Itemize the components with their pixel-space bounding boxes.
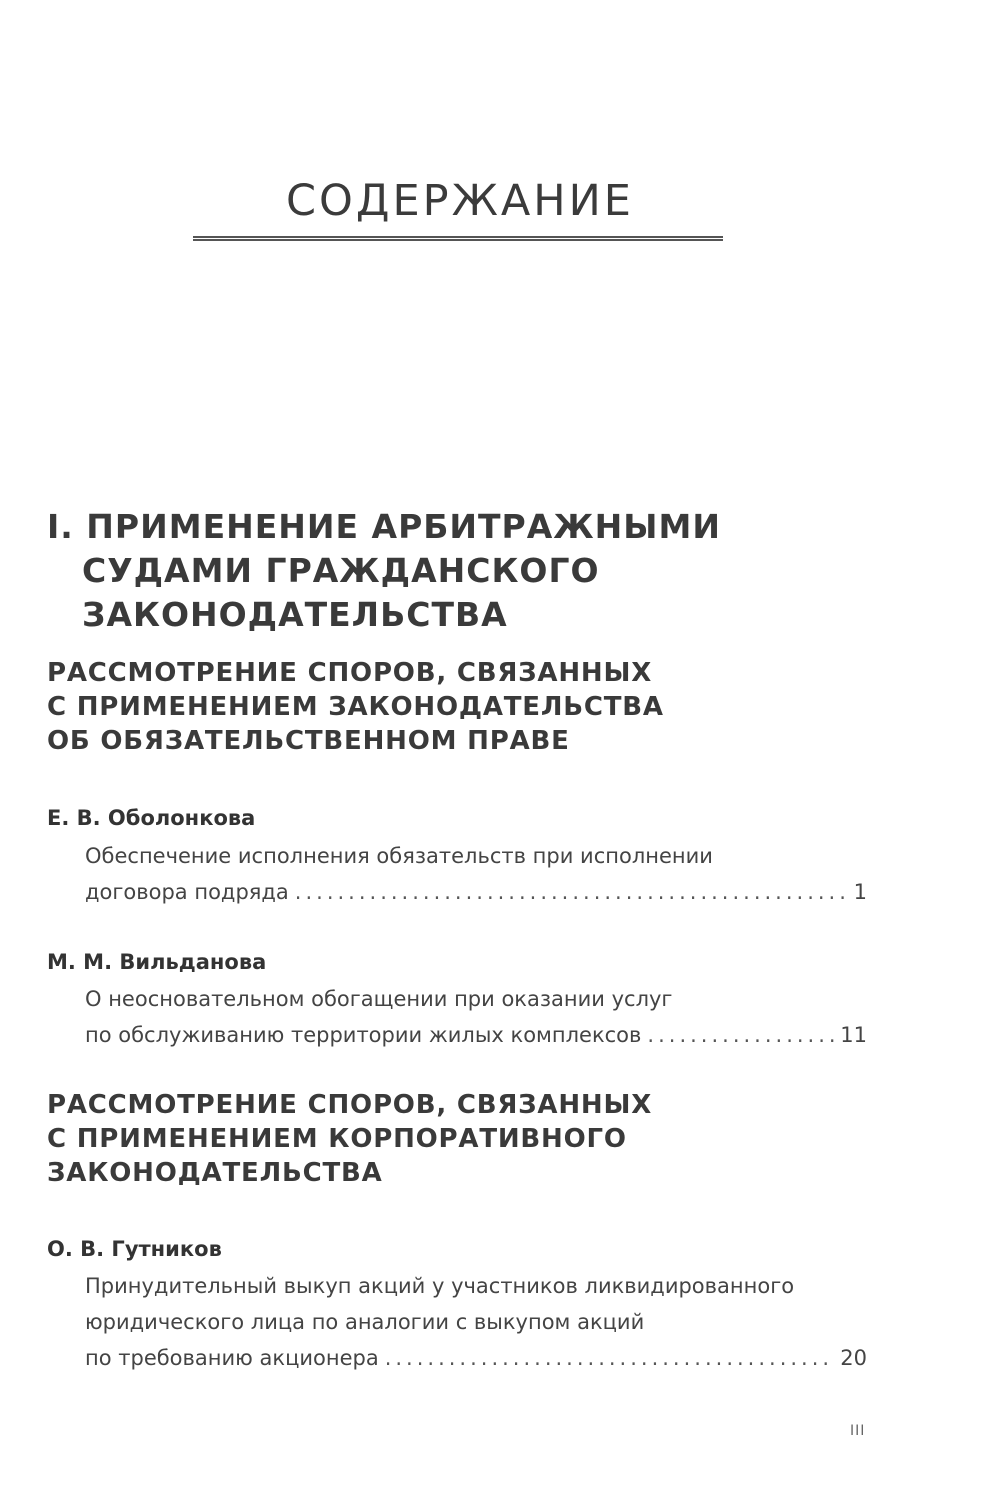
part-title-line: ЗАКОНОДАТЕЛЬСТВА	[82, 595, 508, 634]
page-folio: III	[850, 1423, 866, 1439]
entry-title-line: по обслуживанию территории жилых комплексов	[85, 1023, 642, 1047]
section-title	[47, 1088, 867, 1190]
toc-entry[interactable]	[85, 981, 867, 1053]
title-double-rule	[193, 236, 723, 241]
page-number: 20	[840, 1346, 867, 1370]
part-title-line: I. ПРИМЕНЕНИЕ АРБИТРАЖНЫМИ	[47, 507, 721, 546]
entry-last-line	[85, 874, 867, 910]
section-title-line: С ПРИМЕНЕНИЕМ ЗАКОНОДАТЕЛЬСТВА	[47, 692, 664, 722]
section-title-line: С ПРИМЕНЕНИЕМ КОРПОРАТИВНОГО	[47, 1124, 627, 1154]
toc-entry[interactable]	[85, 838, 867, 910]
section-title-line: РАССМОТРЕНИЕ СПОРОВ, СВЯЗАННЫХ	[47, 658, 653, 688]
entry-title-line: по требованию акционера	[85, 1346, 379, 1370]
entry-title-line: О неосновательном обогащении при оказании услуг	[85, 987, 673, 1011]
entry-title-line: Принудительный выкуп акций у участников ликвидированного	[85, 1274, 795, 1298]
dot-leader	[295, 874, 848, 910]
entry-title-line: договора подряда	[85, 880, 289, 904]
toc-entry[interactable]	[85, 1268, 867, 1376]
entry-author: О. В. Гутников	[47, 1237, 222, 1261]
page-number: 1	[853, 880, 867, 904]
section-title-line: ОБ ОБЯЗАТЕЛЬСТВЕННОМ ПРАВЕ	[47, 726, 570, 756]
entry-last-line	[85, 1340, 867, 1376]
entry-last-line	[85, 1017, 867, 1053]
section-title-line: РАССМОТРЕНИЕ СПОРОВ, СВЯЗАННЫХ	[47, 1090, 653, 1120]
entry-author: М. М. Вильданова	[47, 950, 267, 974]
entry-title-line: Обеспечение исполнения обязательств при исполнении	[85, 844, 713, 868]
part-title	[47, 505, 747, 637]
section-title	[47, 656, 867, 758]
section-title-line: ЗАКОНОДАТЕЛЬСТВА	[47, 1158, 383, 1188]
page-title: СОДЕРЖАНИЕ	[286, 176, 634, 226]
dot-leader	[647, 1017, 834, 1053]
page-number: 11	[840, 1023, 867, 1047]
dot-leader	[385, 1340, 835, 1376]
entry-title-line: юридического лица по аналогии с выкупом акций	[85, 1310, 645, 1334]
entry-author: Е. В. Оболонкова	[47, 806, 256, 830]
part-title-line: СУДАМИ ГРАЖДАНСКОГО	[82, 551, 600, 590]
